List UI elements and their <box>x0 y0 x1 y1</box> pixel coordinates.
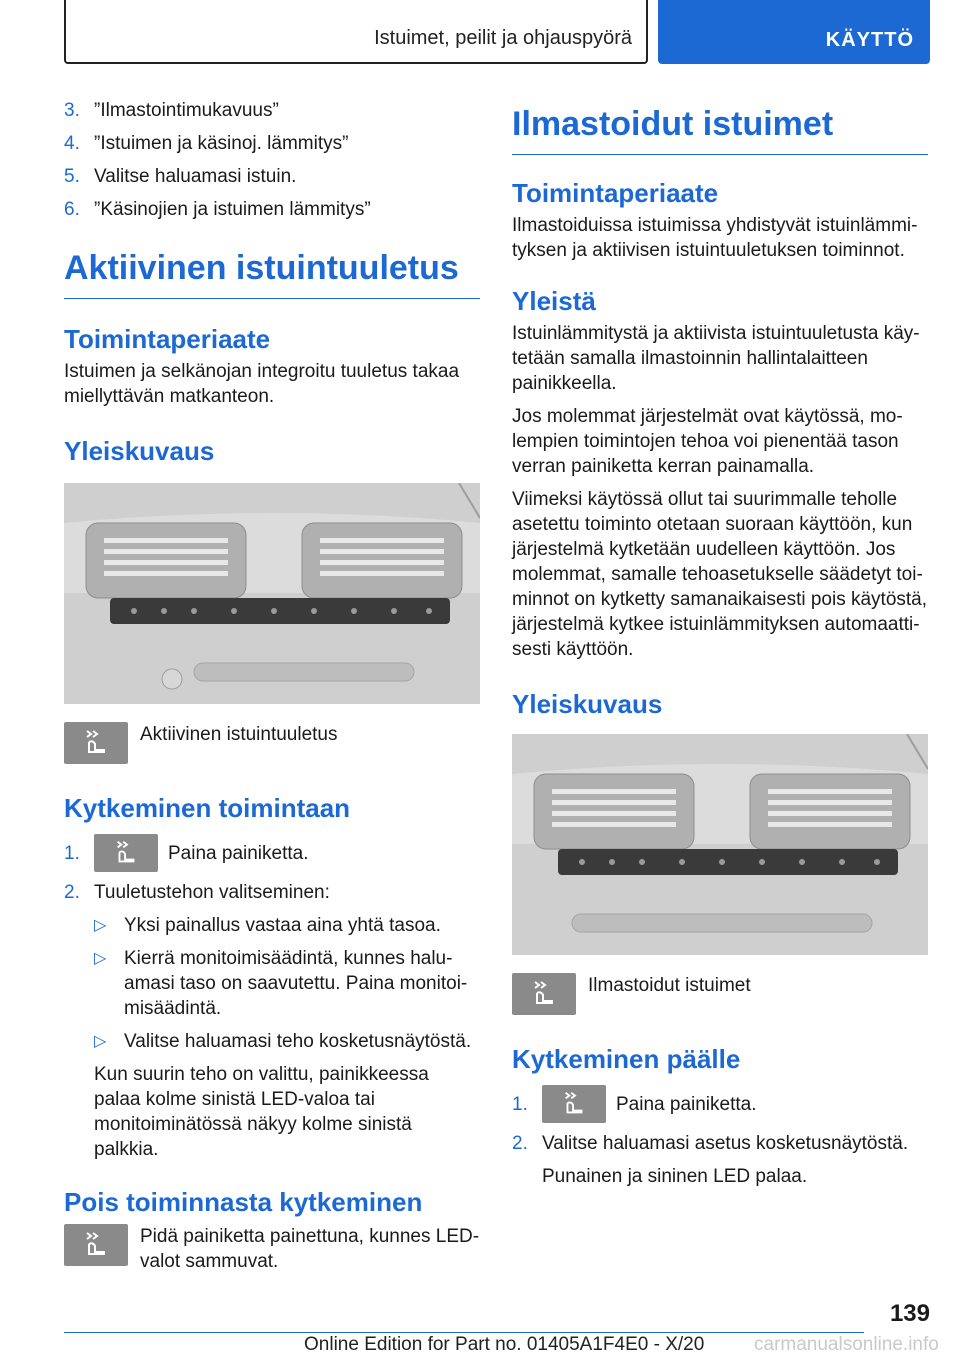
principle-text: Ilmastoiduissa istuimissa yhdistyvät istuinlämmityksen ja aktiivisen istuintuuletuksen toiminnot. <box>512 215 918 261</box>
photo-caption: Ilmastoidut istuimet <box>588 975 751 996</box>
heading-general: Yleistä <box>512 286 596 316</box>
heading-overview: Yleiskuvaus <box>64 436 215 466</box>
edition-text: Online Edition for Part no. 01405A1F4E0 - X/20 <box>304 1334 705 1355</box>
list-item: 5. Valitse haluamasi istuin. <box>64 166 297 187</box>
page-number: 139 <box>889 1300 930 1327</box>
list-item: 6. ”Käsinojien ja istuimen lämmitys” <box>64 199 371 220</box>
heading-overview: Yleiskuvaus <box>512 689 663 719</box>
heading-active-ventilation: Aktiivinen istuintuuletus <box>64 248 480 299</box>
page-header <box>64 0 930 64</box>
seat-ventilation-icon <box>64 722 128 764</box>
bullet-triangle-icon: ▷ <box>94 950 107 967</box>
seat-ventilation-icon <box>94 834 158 872</box>
general-paragraph: Jos molemmat järjestelmät ovat käytössä, molempien toimintojen tehoa voi pienentää tason verran painiketta kerran painamalla. <box>512 406 903 477</box>
list-item: ▷ Yksi painallus vastaa aina yhtä tasoa. <box>94 915 441 936</box>
off-row <box>64 1224 480 1274</box>
photo-caption-row <box>512 973 928 1015</box>
list-item: ▷ Valitse haluamasi teho kosketusnäytöstä. <box>94 1031 472 1052</box>
photo-caption-row <box>64 722 480 764</box>
section-title: Istuimet, peilit ja ohjauspyörä <box>64 0 648 64</box>
list-item: 4. ”Istuimen ja käsinoj. lämmitys” <box>64 133 349 154</box>
sub-list <box>64 913 480 1054</box>
chapter-title: KÄYTTÖ <box>658 0 930 64</box>
off-text: Pidä painiketta painettuna, kunnes LED-valot sammuvat. <box>140 1226 480 1272</box>
general-paragraph: Viimeksi käytössä ollut tai suurimmalle teholle asetettu toiminto otetaan suoraan käyttöön, kun järjestelmä kytketään uudelleen käyttöön. Jos molemmat, samalle tehoasetukselle säädetyt toiminnot on kytketty samanaikaisesti pois käytöstä, järjestelmä kytkee istuinlämmityksen automaattisesti käyttöön. <box>512 489 928 660</box>
list-item: 2. Valitse haluamasi asetus kosketusnäytöstä. <box>512 1133 909 1154</box>
list-item: 1. Paina painiketta. <box>512 1085 928 1123</box>
heading-principle: Toimintaperiaate <box>64 324 271 354</box>
heading-principle: Toimintaperiaate <box>512 178 719 208</box>
list-item: ▷ Kierrä monitoimisäädintä, kunnes haluamasi taso on saavutettu. Paina monitoimisäädintä. <box>94 948 468 1019</box>
left-column <box>64 98 480 1274</box>
photo-caption: Aktiivinen istuintuuletus <box>140 724 338 745</box>
dashboard-photo <box>512 734 928 955</box>
list-item: 1. Paina painiketta. <box>64 834 480 872</box>
dashboard-photo <box>64 483 480 704</box>
heading-ventilated-seats: Ilmastoidut istuimet <box>512 104 928 155</box>
bullet-triangle-icon: ▷ <box>94 1033 107 1050</box>
seat-ventilation-icon <box>64 1224 128 1266</box>
top-list <box>64 98 480 222</box>
seat-ventilation-icon <box>542 1085 606 1123</box>
heading-switch-off: Pois toiminnasta kytkeminen <box>64 1187 423 1217</box>
principle-text: Istuimen ja selkänojan integroitu tuuletus takaa miellyttävän matkanteon. <box>64 361 460 407</box>
heading-switch-on: Kytkeminen päälle <box>512 1044 741 1074</box>
heading-switch-on: Kytkeminen toimintaan <box>64 793 351 823</box>
general-paragraph: Istuinlämmitystä ja aktiivista istuintuuletusta käytetään samalla ilmastoinnin hallintalaitteen painikkeella. <box>512 323 920 394</box>
on-note: Punainen ja sininen LED palaa. <box>542 1166 808 1187</box>
on-steps <box>512 1085 928 1156</box>
watermark: carmanualsonline.info <box>754 1334 939 1355</box>
right-column <box>512 104 928 1189</box>
list-item: 3. ”Ilmastointimukavuus” <box>64 100 279 121</box>
on-steps <box>64 834 480 905</box>
footer-divider <box>64 1332 864 1333</box>
bullet-triangle-icon: ▷ <box>94 917 107 934</box>
seat-ventilation-icon <box>512 973 576 1015</box>
list-item: 2. Tuuletustehon valitseminen: <box>64 882 330 903</box>
on-note: Kun suurin teho on valittu, painikkeessa palaa kolme sinistä LED-valoa tai monitoiminätössä näkyy kolme sinistä palkkia. <box>94 1064 429 1160</box>
